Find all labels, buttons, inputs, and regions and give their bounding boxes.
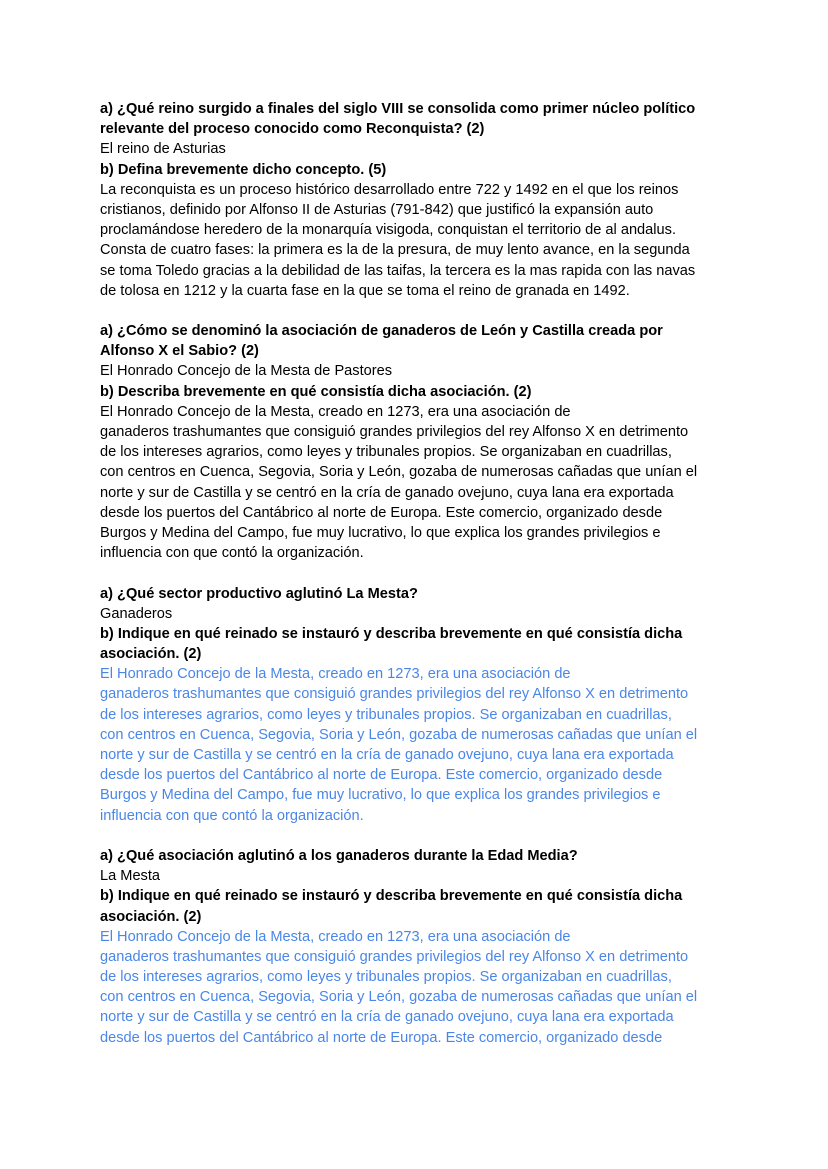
answer-b-line: de los intereses agrarios, como leyes y tribunales propios. Se organizaban en cuadrillas, (100, 444, 672, 461)
answer-b-line-highlighted: con centros en Cuenca, Segovia, Soria y León, gozaba de numerosas cañadas que unían el (100, 989, 698, 1006)
question-b-line: b) Defina brevemente dicho concepto. (5) (100, 161, 387, 178)
document-content (100, 99, 732, 1048)
answer-b-line: influencia con que contó la organización. (100, 545, 364, 562)
question-b-line: b) Indique en qué reinado se instauró y describa brevemente en qué consistía dicha (100, 888, 683, 905)
question-a-line: a) ¿Qué reino surgido a finales del siglo VIII se consolida como primer núcleo político (100, 101, 696, 117)
answer-b-line: de tolosa en 1212 y la cuarta fase en la que se toma el reino de granada en 1492. (100, 282, 630, 299)
question-b-line: b) Indique en qué reinado se instauró y describa brevemente en qué consistía dicha (100, 625, 683, 642)
section-spacer (100, 301, 732, 321)
section-mesta-asociacion (100, 846, 732, 1048)
section-reconquista (100, 99, 732, 301)
answer-a-line: El reino de Asturias (100, 141, 226, 158)
answer-b-line-highlighted: norte y sur de Castilla y se centró en la cría de ganado ovejuno, cuya lana era exportada (100, 747, 674, 763)
answer-b-line: Burgos y Medina del Campo, fue muy lucrativo, lo que explica los grandes privilegios e (100, 524, 661, 541)
answer-b-line-highlighted: El Honrado Concejo de la Mesta, creado en 1273, era una asociación de (100, 666, 571, 683)
question-a-line: a) ¿Qué sector productivo aglutinó La Mesta? (100, 585, 418, 602)
answer-b-line: cristianos, definido por Alfonso II de Asturias (791-842) que justificó la expansión auto (100, 201, 654, 218)
answer-b-line-highlighted: influencia con que contó la organización. (100, 807, 364, 824)
answer-b-line: se toma Toledo gracias a la debilidad de las taifas, la tercera es la mas rapida con las navas (100, 262, 696, 279)
answer-b-line-highlighted: norte y sur de Castilla y se centró en la cría de ganado ovejuno, cuya lana era exportada (100, 1009, 674, 1026)
section-spacer (100, 826, 732, 846)
answer-a-line: La Mesta (100, 868, 161, 885)
answer-b-line-highlighted: con centros en Cuenca, Segovia, Soria y León, gozaba de numerosas cañadas que unían el (100, 726, 698, 743)
answer-b-line-highlighted: desde los puertos del Cantábrico al norte de Europa. Este comercio, organizado desde (100, 767, 663, 784)
answer-b-line-highlighted: ganaderos trashumantes que consiguió grandes privilegios del rey Alfonso X en detrimento (100, 948, 689, 965)
question-b-line: asociación. (2) (100, 646, 202, 663)
question-b-line: asociación. (2) (100, 908, 202, 925)
answer-b-line: La reconquista es un proceso histórico desarrollado entre 722 y 1492 en el que los reinos (100, 181, 679, 198)
section-mesta-denominacion (100, 321, 732, 563)
question-a-line: a) ¿Cómo se denominó la asociación de ganaderos de León y Castilla creada por (100, 323, 663, 340)
question-a-line: relevante del proceso conocido como Reconquista? (2) (100, 121, 485, 138)
answer-b-line: norte y sur de Castilla y se centró en la cría de ganado ovejuno, cuya lana era exportada (100, 484, 674, 501)
answer-b-line-highlighted: de los intereses agrarios, como leyes y tribunales propios. Se organizaban en cuadrillas, (100, 969, 672, 986)
answer-b-line: desde los puertos del Cantábrico al norte de Europa. Este comercio, organizado desde (100, 504, 663, 521)
question-b-line: b) Describa brevemente en qué consistía dicha asociación. (2) (100, 383, 532, 400)
answer-b-line: ganaderos trashumantes que consiguió grandes privilegios del rey Alfonso X en detrimento (100, 424, 689, 440)
answer-b-line-highlighted: Burgos y Medina del Campo, fue muy lucrativo, lo que explica los grandes privilegios e (100, 787, 661, 804)
answer-b-line: El Honrado Concejo de la Mesta, creado en 1273, era una asociación de (100, 403, 571, 420)
answer-b-line-highlighted: ganaderos trashumantes que consiguió grandes privilegios del rey Alfonso X en detrimento (100, 686, 689, 703)
section-mesta-sector (100, 584, 732, 826)
question-a-line: a) ¿Qué asociación aglutinó a los ganaderos durante la Edad Media? (100, 847, 578, 864)
answer-b-line-highlighted: de los intereses agrarios, como leyes y tribunales propios. Se organizaban en cuadrillas, (100, 706, 672, 723)
answer-a-line: El Honrado Concejo de la Mesta de Pastores (100, 363, 393, 380)
question-a-line: Alfonso X el Sabio? (2) (100, 343, 259, 360)
answer-b-line: Consta de cuatro fases: la primera es la de la presura, de muy lento avance, en la segunda (100, 242, 690, 259)
section-spacer (100, 563, 732, 583)
answer-b-line-highlighted: El Honrado Concejo de la Mesta, creado en 1273, era una asociación de (100, 928, 571, 945)
answer-b-line-highlighted: desde los puertos del Cantábrico al norte de Europa. Este comercio, organizado desde (100, 1029, 663, 1046)
answer-a-line: Ganaderos (100, 605, 173, 622)
answer-b-line: con centros en Cuenca, Segovia, Soria y León, gozaba de numerosas cañadas que unían el (100, 464, 698, 481)
answer-b-line: proclamándose heredero de la monarquía visigoda, conquistan el territorio de al andalus. (100, 222, 676, 239)
